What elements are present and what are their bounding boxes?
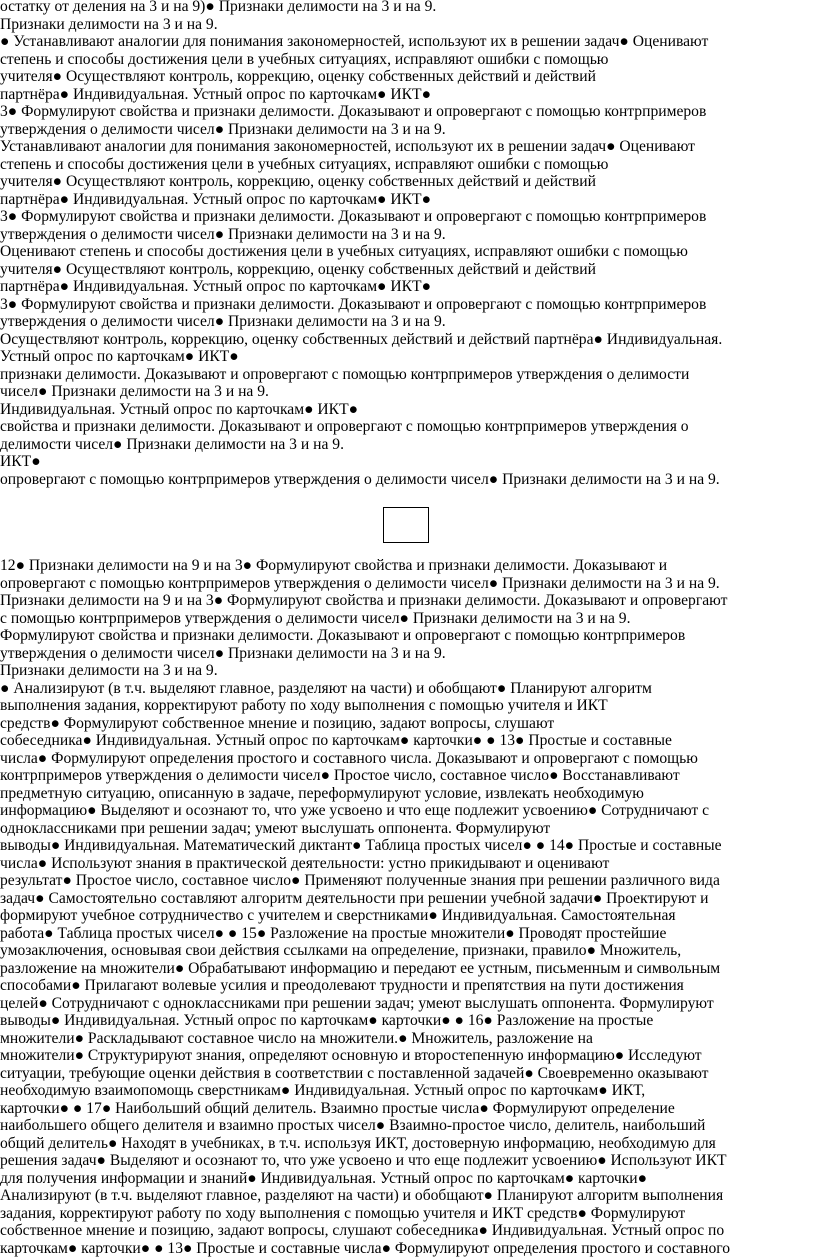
text-line: 12● Признаки делимости на 9 и на 3● Формулируют свойства и признаки делимости. Доказывают и	[0, 557, 668, 574]
text-line: карточки● ● 17● Наибольший общий делитель. Взаимно простые числа● Формулируют определение	[0, 1099, 675, 1117]
text-line: Оценивают степень и способы достижения цели в учебных ситуациях, исправляют ошибки с помощью	[0, 243, 688, 260]
text-line: одноклассниками при решении задач; умеют выслушать оппонента. Формулируют	[0, 819, 551, 837]
text-line: остатку от деления на 3 и на 9)● Признаки делимости на 3 и на 9.	[0, 0, 437, 15]
text-line: партнёра● Индивидуальная. Устный опрос по карточкам● ИКТ●	[0, 85, 431, 103]
text-line: умозаключения, основывая свои действия ссылками на определение, признаки, правило● Множитель,	[0, 942, 682, 959]
text-line: утверждения о делимости чисел● Признаки делимости на 3 и на 9.	[0, 225, 446, 243]
text-line: задания, корректируют работу по ходу выполнения с помощью учителя и ИКТ средств● Формулируют	[0, 1204, 686, 1222]
text-line: для получения информации и знаний● Индивидуальная. Устный опрос по карточкам● карточки●	[0, 1169, 648, 1187]
text-line: решения задач● Выделяют и осознают то, что уже усвоено и что еще подлежит усвоению● Используют ИКТ	[0, 1152, 727, 1169]
spacer	[0, 488, 816, 507]
text-line: степень и способы достижения цели в учебных ситуациях, исправляют ошибки с помощью	[0, 50, 609, 68]
text-line: множители● Структурируют знания, определяют основную и второстепенную информацию● Исследуют	[0, 1047, 702, 1064]
text-block-bottom	[0, 557, 816, 1257]
text-line: целей● Сотрудничают с одноклассниками при решении задач; умеют выслушать оппонента. Формулируют	[0, 994, 714, 1012]
text-line: выполнения задания, корректируют работу по ходу выполнения с помощью учителя и ИКТ	[0, 697, 608, 714]
text-line: утверждения о делимости чисел● Признаки делимости на 3 и на 9.	[0, 120, 446, 138]
text-line: необходимую взаимопомощь сверстникам● Индивидуальная. Устный опрос по карточкам● ИКТ,	[0, 1082, 646, 1099]
text-line: собственное мнение и позицию, задают вопросы, слушают собеседника● Индивидуальная. Устный опрос по	[0, 1222, 725, 1239]
text-line: 3● Формулируют свойства и признаки делимости. Доказывают и опровергают с помощью контрпримеров	[0, 295, 707, 313]
text-block-top	[0, 0, 816, 488]
text-line: Устный опрос по карточкам● ИКТ●	[0, 348, 239, 365]
text-line: партнёра● Индивидуальная. Устный опрос по карточкам● ИКТ●	[0, 190, 431, 208]
text-line: Анализируют (в т.ч. выделяют главное, разделяют на части) и обобщают● Планируют алгоритм выполнения	[0, 1187, 724, 1204]
text-line: свойства и признаки делимости. Доказывают и опровергают с помощью контрпримеров утверждения о	[0, 418, 689, 435]
text-line: Признаки делимости на 3 и на 9.	[0, 662, 218, 679]
text-line: утверждения о делимости чисел● Признаки делимости на 3 и на 9.	[0, 313, 446, 330]
text-line: работа● Таблица простых чисел● ● 15● Разложение на простые множители● Проводят простейшие	[0, 924, 667, 942]
text-line: Устанавливают аналогии для понимания закономерностей, используют их в решении задач● Оценивают	[0, 138, 695, 155]
text-line: числа● Формулируют определения простого и составного числа. Доказывают и опровергают с помощью	[0, 749, 698, 767]
text-line: ● Анализируют (в т.ч. выделяют главное, разделяют на части) и обобщают● Планируют алгоритм	[0, 679, 652, 697]
text-line: разложение на множители● Обрабатывают информацию и передают ее устным, письменным и символьным	[0, 959, 721, 977]
text-line: 3● Формулируют свойства и признаки делимости. Доказывают и опровергают с помощью контрпримеров	[0, 208, 707, 225]
text-line: признаки делимости. Доказывают и опровергают с помощью контрпримеров утверждения о делимости	[0, 365, 690, 383]
text-line: общий делитель● Находят в учебниках, в т.ч. используя ИКТ, достоверную информацию, необходимую для	[0, 1134, 716, 1152]
text-line: ● Устанавливают аналогии для понимания закономерностей, используют их в решении задач● Оценивают	[0, 33, 709, 50]
image-placeholder-wrap	[0, 507, 816, 545]
text-line: степень и способы достижения цели в учебных ситуациях, исправляют ошибки с помощью	[0, 155, 609, 173]
text-line: 3● Формулируют свойства и признаки делимости. Доказывают и опровергают с помощью контрпримеров	[0, 103, 707, 120]
text-line: средств● Формулируют собственное мнение и позицию, задают вопросы, слушают	[0, 714, 555, 732]
text-line: выводы● Индивидуальная. Математический диктант● Таблица простых чисел● ● 14● Простые и составные	[0, 837, 722, 854]
spacer	[0, 545, 816, 557]
text-line: Осуществляют контроль, коррекцию, оценку собственных действий и действий партнёра● Индивидуальная.	[0, 330, 723, 348]
text-line: чисел● Признаки делимости на 3 и на 9.	[0, 383, 269, 400]
text-line: множители● Раскладывают составное число на множители.● Множитель, разложение на	[0, 1029, 593, 1047]
text-line: Признаки делимости на 9 и на 3● Формулируют свойства и признаки делимости. Доказывают и опровергают	[0, 592, 728, 609]
text-line: опровергают с помощью контрпримеров утверждения о делимости чисел● Признаки делимости на 3 и на 9.	[0, 470, 720, 488]
text-line: делимости чисел● Признаки делимости на 3 и на 9.	[0, 435, 344, 453]
text-line: с помощью контрпримеров утверждения о делимости чисел● Признаки делимости на 3 и на 9.	[0, 609, 631, 627]
text-line: результат● Простое число, составное число● Применяют полученные знания при решении различного вида	[0, 872, 720, 889]
text-line: числа● Используют знания в практической деятельности: устно прикидывают и оценивают	[0, 854, 610, 872]
text-line: опровергают с помощью контрпримеров утверждения о делимости чисел● Признаки делимости на 3 и на 9.	[0, 574, 720, 592]
text-line: информацию● Выделяют и осознают то, что уже усвоено и что еще подлежит усвоению● Сотрудничают с	[0, 802, 710, 819]
text-line: ситуации, требующие оценки действия в соответствии с поставленной задачей● Своевременно оказывают	[0, 1064, 709, 1082]
text-line: наибольшего общего делителя и взаимно простых чисел● Взаимно-простое число, делитель, наибольший	[0, 1117, 706, 1134]
text-line: Формулируют свойства и признаки делимости. Доказывают и опровергают с помощью контрпримеров	[0, 627, 686, 644]
text-line: Индивидуальная. Устный опрос по карточкам● ИКТ●	[0, 400, 359, 418]
text-line: утверждения о делимости чисел● Признаки делимости на 3 и на 9.	[0, 644, 446, 662]
text-line: партнёра● Индивидуальная. Устный опрос по карточкам● ИКТ●	[0, 278, 431, 295]
text-line: контрпримеров утверждения о делимости чисел● Простое число, составное число● Восстанавливают	[0, 767, 680, 784]
text-line: ИКТ●	[0, 453, 41, 470]
text-line: предметную ситуацию, описанную в задаче, переформулируют условие, извлекать необходимую	[0, 784, 644, 802]
text-line: формируют учебное сотрудничество с учителем и сверстниками● Индивидуальная. Самостоятельная	[0, 907, 676, 924]
text-line: Признаки делимости на 3 и на 9.	[0, 15, 218, 33]
image-placeholder-box	[383, 507, 429, 543]
text-line: карточкам● карточки● ● 13● Простые и составные числа● Формулируют определения простого и составного	[0, 1239, 731, 1257]
text-line: учителя● Осуществляют контроль, коррекцию, оценку собственных действий и действий	[0, 260, 596, 278]
text-line: собеседника● Индивидуальная. Устный опрос по карточкам● карточки● ● 13● Простые и составные	[0, 732, 672, 749]
text-line: задач● Самостоятельно составляют алгоритм деятельности при решении учебной задачи● Проектируют и	[0, 889, 709, 907]
text-line: учителя● Осуществляют контроль, коррекцию, оценку собственных действий и действий	[0, 68, 596, 85]
text-line: способами● Прилагают волевые усилия и преодолевают трудности и препятствия на пути достижения	[0, 977, 684, 994]
text-line: выводы● Индивидуальная. Устный опрос по карточкам● карточки● ● 16● Разложение на простые	[0, 1012, 654, 1029]
text-line: учителя● Осуществляют контроль, коррекцию, оценку собственных действий и действий	[0, 173, 596, 190]
